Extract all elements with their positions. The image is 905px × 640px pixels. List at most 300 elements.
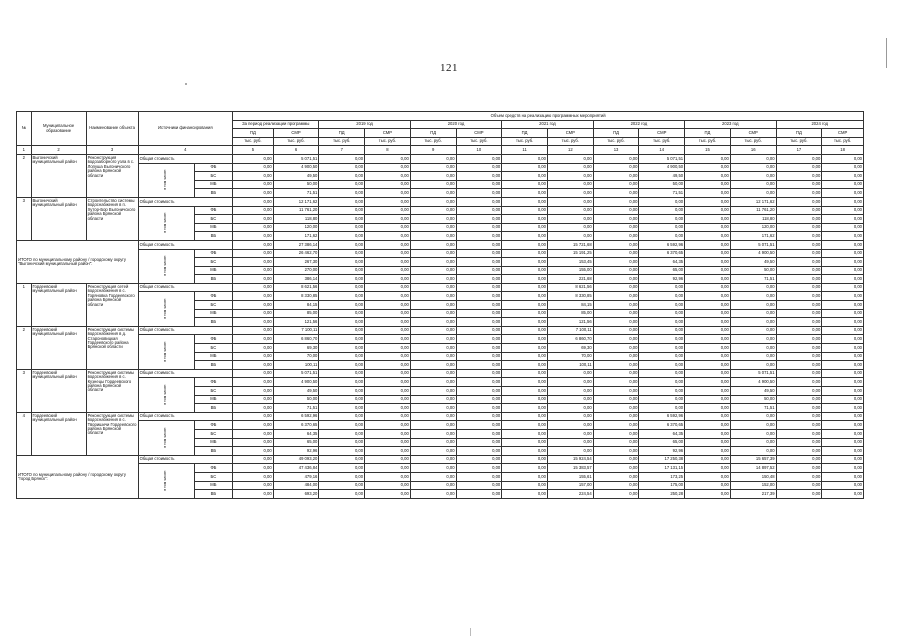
value-cell: 0,00	[502, 421, 548, 430]
funding-source-label: ВБ	[194, 490, 232, 499]
value-cell: 0,00	[410, 223, 456, 232]
value-cell: 6 592,96	[639, 412, 685, 421]
value-cell: 0,00	[365, 361, 411, 370]
value-cell: 0,00	[593, 206, 639, 215]
value-cell: 0,00	[456, 318, 502, 327]
value-cell: 0,00	[410, 326, 456, 335]
value-cell: 0,00	[456, 275, 502, 284]
value-cell: 0,00	[822, 240, 864, 249]
header-pd: ПД	[776, 129, 822, 138]
object-name: Реконструкция водозаборного узла в с. Лопуша Выгоничского района Брянской области	[86, 154, 138, 197]
value-cell: 0,00	[410, 464, 456, 473]
value-cell: 0,00	[319, 266, 365, 275]
value-cell: 0,00	[319, 344, 365, 353]
row-number: 2	[17, 326, 32, 369]
value-cell: 0,00	[319, 455, 365, 464]
value-cell: 0,00	[456, 369, 502, 378]
value-cell: 0,00	[456, 172, 502, 181]
value-cell: 27 386,14	[273, 240, 319, 249]
value-cell: 0,00	[502, 352, 548, 361]
value-cell: 64,35	[639, 258, 685, 267]
value-cell: 0,00	[822, 481, 864, 490]
value-cell: 0,00	[776, 387, 822, 396]
value-cell: 0,00	[502, 464, 548, 473]
value-cell: 0,00	[319, 249, 365, 258]
funding-source-label: МБ	[194, 481, 232, 490]
header-unit: тыс. руб.	[685, 137, 731, 146]
table-row	[17, 283, 864, 292]
value-cell: 0,00	[639, 206, 685, 215]
funding-source-label: ВБ	[194, 447, 232, 456]
value-cell: 71,51	[273, 404, 319, 413]
value-cell: 0,00	[593, 232, 639, 241]
value-cell: 0,00	[365, 387, 411, 396]
value-cell: 0,00	[776, 240, 822, 249]
value-cell: 0,00	[822, 206, 864, 215]
value-cell: 0,00	[410, 189, 456, 198]
value-cell: 0,00	[365, 421, 411, 430]
value-cell: 121,56	[547, 318, 593, 327]
value-cell: 0,00	[319, 447, 365, 456]
header-year: 2023 год	[685, 120, 776, 129]
value-cell: 484,00	[273, 481, 319, 490]
value-cell: 0,00	[365, 412, 411, 421]
value-cell: 0,00	[365, 344, 411, 353]
value-cell: 5 071,51	[730, 240, 776, 249]
column-number: 10	[456, 146, 502, 155]
value-cell: 0,00	[822, 309, 864, 318]
table-row	[17, 421, 864, 430]
value-cell: 0,00	[639, 283, 685, 292]
value-cell: 0,00	[547, 232, 593, 241]
value-cell: 0,00	[593, 223, 639, 232]
value-cell: 0,00	[365, 240, 411, 249]
value-cell: 0,00	[319, 395, 365, 404]
value-cell: 0,00	[822, 378, 864, 387]
value-cell: 0,00	[233, 490, 274, 499]
value-cell: 0,00	[593, 326, 639, 335]
value-cell: 0,00	[593, 301, 639, 310]
value-cell: 0,00	[365, 464, 411, 473]
value-cell: 85,00	[547, 309, 593, 318]
column-number: 15	[685, 146, 731, 155]
value-cell: 0,00	[685, 335, 731, 344]
value-cell: 0,00	[319, 154, 365, 163]
value-cell: 5 071,51	[639, 154, 685, 163]
total-cost-label: Общая стоимость	[138, 154, 233, 163]
value-cell: 0,00	[319, 163, 365, 172]
value-cell: 0,00	[639, 326, 685, 335]
value-cell: 4 900,50	[273, 378, 319, 387]
value-cell: 0,00	[685, 258, 731, 267]
value-cell: 153,45	[547, 258, 593, 267]
value-cell: 0,00	[639, 301, 685, 310]
value-cell: 0,00	[776, 283, 822, 292]
value-cell: 118,80	[273, 215, 319, 224]
value-cell: 0,00	[822, 352, 864, 361]
value-cell: 0,00	[776, 369, 822, 378]
value-cell: 0,00	[502, 326, 548, 335]
value-cell: 0,00	[319, 240, 365, 249]
value-cell: 0,00	[547, 369, 593, 378]
value-cell: 0,00	[822, 275, 864, 284]
value-cell: 6 860,70	[273, 335, 319, 344]
value-cell: 8 330,85	[273, 292, 319, 301]
funding-source-label: ФБ	[194, 292, 232, 301]
value-cell: 50,00	[273, 180, 319, 189]
in-that-number-label	[138, 206, 194, 240]
value-cell: 15 191,25	[547, 249, 593, 258]
value-cell: 0,00	[685, 429, 731, 438]
value-cell: 0,00	[776, 301, 822, 310]
funding-source-label: БС	[194, 429, 232, 438]
funding-source-label: БС	[194, 215, 232, 224]
value-cell: 0,00	[365, 266, 411, 275]
value-cell: 0,00	[365, 301, 411, 310]
object-name: Реконструкция сетей водоснабжения в с. Горяновка Гордеевского района Брянской области	[86, 283, 138, 326]
header-unit: тыс. руб.	[273, 137, 319, 146]
value-cell: 0,00	[639, 318, 685, 327]
value-cell: 0,00	[319, 275, 365, 284]
value-cell: 0,00	[233, 163, 274, 172]
value-cell: 0,00	[233, 180, 274, 189]
value-cell: 0,00	[365, 438, 411, 447]
value-cell: 0,00	[502, 309, 548, 318]
in-that-number-text: в том числе:	[163, 469, 168, 491]
value-cell: 0,00	[776, 421, 822, 430]
header-unit: тыс. руб.	[776, 137, 822, 146]
value-cell: 0,00	[502, 472, 548, 481]
value-cell: 0,00	[456, 249, 502, 258]
value-cell: 0,00	[502, 318, 548, 327]
total-cost-label: Общая стоимость	[138, 326, 233, 335]
value-cell: 0,00	[456, 387, 502, 396]
value-cell: 0,00	[365, 335, 411, 344]
value-cell: 0,00	[456, 429, 502, 438]
value-cell: 0,00	[822, 421, 864, 430]
value-cell: 0,00	[233, 464, 274, 473]
value-cell: 0,00	[233, 404, 274, 413]
table-row	[17, 335, 864, 344]
value-cell: 92,96	[273, 447, 319, 456]
value-cell: 0,00	[685, 472, 731, 481]
column-number: 5	[233, 146, 274, 155]
value-cell: 0,00	[233, 429, 274, 438]
funding-source-label: БС	[194, 387, 232, 396]
value-cell: 49 093,20	[273, 455, 319, 464]
municipality-name: Гордеевский муниципальный район	[31, 369, 86, 412]
value-cell: 0,00	[456, 421, 502, 430]
value-cell: 0,00	[319, 180, 365, 189]
funding-source-label: ВБ	[194, 232, 232, 241]
value-cell: 0,00	[233, 197, 274, 206]
table-row	[17, 412, 864, 421]
value-cell: 0,00	[319, 223, 365, 232]
value-cell: 0,00	[822, 249, 864, 258]
value-cell: 0,00	[502, 292, 548, 301]
value-cell: 0,00	[685, 292, 731, 301]
header-unit: тыс. руб.	[730, 137, 776, 146]
value-cell: 8 330,85	[547, 292, 593, 301]
in-that-number-label	[138, 421, 194, 455]
value-cell: 0,00	[502, 335, 548, 344]
value-cell: 0,00	[365, 172, 411, 181]
value-cell: 0,00	[822, 369, 864, 378]
value-cell: 0,00	[319, 404, 365, 413]
value-cell: 0,00	[365, 490, 411, 499]
value-cell: 0,00	[319, 352, 365, 361]
value-cell: 0,00	[776, 309, 822, 318]
value-cell: 0,00	[822, 189, 864, 198]
value-cell: 0,00	[730, 301, 776, 310]
value-cell: 0,00	[233, 361, 274, 370]
value-cell: 155,00	[547, 266, 593, 275]
in-that-number-label	[138, 292, 194, 326]
header-row	[17, 112, 864, 121]
value-cell: 0,00	[410, 404, 456, 413]
value-cell: 0,00	[365, 429, 411, 438]
value-cell: 5 071,51	[730, 369, 776, 378]
funding-source-label: МБ	[194, 266, 232, 275]
value-cell: 0,00	[456, 361, 502, 370]
value-cell: 0,00	[456, 240, 502, 249]
value-cell: 0,00	[685, 387, 731, 396]
total-label: ИТОГО по муниципальному району / городскому округу "город Брянск":	[17, 455, 139, 498]
value-cell: 5 071,51	[273, 369, 319, 378]
column-number: 17	[776, 146, 822, 155]
header-source: Источники финансирования	[138, 112, 233, 146]
object-name: Реконструкция системы водоснабжения в с. Кузнецы Гордеевского района Брянской области	[86, 369, 138, 412]
value-cell: 0,00	[456, 481, 502, 490]
page-number: 121	[440, 62, 458, 74]
value-cell: 0,00	[593, 335, 639, 344]
value-cell: 4 900,50	[639, 163, 685, 172]
value-cell: 0,00	[502, 283, 548, 292]
value-cell: 0,00	[319, 197, 365, 206]
header-unit: тыс. руб.	[502, 137, 548, 146]
value-cell: 0,00	[593, 421, 639, 430]
value-cell: 0,00	[639, 232, 685, 241]
value-cell: 0,00	[776, 275, 822, 284]
value-cell: 120,00	[273, 223, 319, 232]
municipality-name: Гордеевский муниципальный район	[31, 283, 86, 326]
value-cell: 0,00	[685, 447, 731, 456]
municipality-name: Гордеевский муниципальный район	[31, 326, 86, 369]
value-cell: 0,00	[456, 223, 502, 232]
value-cell: 0,00	[233, 387, 274, 396]
value-cell: 0,00	[502, 361, 548, 370]
value-cell: 0,00	[822, 344, 864, 353]
value-cell: 0,00	[547, 387, 593, 396]
value-cell: 0,00	[685, 438, 731, 447]
header-unit: тыс. руб.	[822, 137, 864, 146]
value-cell: 100,11	[547, 361, 593, 370]
value-cell: 0,00	[593, 481, 639, 490]
value-cell: 0,00	[502, 395, 548, 404]
funding-source-label: ВБ	[194, 318, 232, 327]
value-cell: 0,00	[776, 249, 822, 258]
value-cell: 0,00	[822, 395, 864, 404]
value-cell: 0,00	[456, 180, 502, 189]
table-row	[17, 455, 864, 464]
value-cell: 0,00	[547, 412, 593, 421]
value-cell: 0,00	[730, 189, 776, 198]
header-unit: тыс. руб.	[410, 137, 456, 146]
value-cell: 0,00	[547, 421, 593, 430]
value-cell: 0,00	[410, 429, 456, 438]
header-smr: СМР	[273, 129, 319, 138]
funding-source-label: БС	[194, 344, 232, 353]
value-cell: 4 900,50	[730, 249, 776, 258]
value-cell: 175,00	[639, 481, 685, 490]
value-cell: 0,00	[685, 223, 731, 232]
value-cell: 0,00	[319, 361, 365, 370]
funding-source-label: МБ	[194, 438, 232, 447]
value-cell: 0,00	[456, 464, 502, 473]
value-cell: 0,00	[502, 275, 548, 284]
value-cell: 0,00	[593, 361, 639, 370]
value-cell: 0,00	[502, 429, 548, 438]
value-cell: 0,00	[502, 258, 548, 267]
value-cell: 0,00	[502, 206, 548, 215]
value-cell: 0,00	[365, 154, 411, 163]
value-cell: 0,00	[502, 481, 548, 490]
header-unit: тыс. руб.	[547, 137, 593, 146]
funding-source-label: МБ	[194, 223, 232, 232]
value-cell: 84,15	[273, 301, 319, 310]
value-cell: 0,00	[319, 232, 365, 241]
value-cell: 50,00	[273, 395, 319, 404]
funding-source-label: ВБ	[194, 404, 232, 413]
value-cell: 0,00	[685, 249, 731, 258]
value-cell: 0,00	[776, 163, 822, 172]
value-cell: 0,00	[365, 481, 411, 490]
value-cell: 0,00	[593, 172, 639, 181]
value-cell: 0,00	[822, 404, 864, 413]
value-cell: 0,00	[456, 352, 502, 361]
in-that-number-text: в том числе:	[163, 384, 168, 405]
value-cell: 0,00	[685, 189, 731, 198]
header-pd: ПД	[502, 129, 548, 138]
value-cell: 0,00	[776, 361, 822, 370]
value-cell: 155,61	[547, 472, 593, 481]
value-cell: 0,00	[639, 361, 685, 370]
value-cell: 0,00	[410, 240, 456, 249]
value-cell: 0,00	[685, 369, 731, 378]
value-cell: 0,00	[456, 395, 502, 404]
value-cell: 0,00	[822, 154, 864, 163]
in-that-number-label	[138, 464, 194, 498]
value-cell: 15 383,57	[547, 464, 593, 473]
value-cell: 270,00	[273, 266, 319, 275]
value-cell: 0,00	[502, 232, 548, 241]
value-cell: 0,00	[685, 464, 731, 473]
funding-source-label: БС	[194, 172, 232, 181]
in-that-number-label	[138, 378, 194, 412]
value-cell: 120,00	[730, 223, 776, 232]
value-cell: 0,00	[685, 309, 731, 318]
value-cell: 0,00	[639, 309, 685, 318]
value-cell: 0,00	[410, 490, 456, 499]
value-cell: 0,00	[233, 335, 274, 344]
value-cell: 0,00	[410, 481, 456, 490]
row-number: 3	[17, 197, 32, 240]
value-cell: 0,00	[456, 335, 502, 344]
value-cell: 0,00	[776, 258, 822, 267]
header-no: №	[17, 112, 32, 146]
value-cell: 0,00	[456, 292, 502, 301]
value-cell: 50,00	[730, 266, 776, 275]
value-cell: 0,00	[319, 258, 365, 267]
value-cell: 0,00	[730, 172, 776, 181]
value-cell: 0,00	[593, 215, 639, 224]
column-number: 7	[319, 146, 365, 155]
value-cell: 0,00	[233, 266, 274, 275]
value-cell: 0,00	[233, 249, 274, 258]
value-cell: 0,00	[410, 344, 456, 353]
funding-source-label: МБ	[194, 352, 232, 361]
value-cell: 0,00	[593, 283, 639, 292]
value-cell: 0,00	[502, 223, 548, 232]
value-cell: 0,00	[233, 455, 274, 464]
value-cell: 0,00	[822, 163, 864, 172]
scan-speck	[470, 628, 471, 636]
header-smr: СМР	[730, 129, 776, 138]
value-cell: 0,00	[685, 421, 731, 430]
value-cell: 118,80	[730, 215, 776, 224]
value-cell: 0,00	[685, 318, 731, 327]
value-cell: 0,00	[822, 180, 864, 189]
in-that-number-text: в том числе:	[163, 298, 168, 319]
value-cell: 0,00	[776, 206, 822, 215]
value-cell: 0,00	[319, 412, 365, 421]
value-cell: 0,00	[456, 163, 502, 172]
value-cell: 0,00	[319, 309, 365, 318]
value-cell: 50,00	[730, 395, 776, 404]
value-cell: 171,62	[730, 232, 776, 241]
value-cell: 0,00	[410, 438, 456, 447]
value-cell: 0,00	[730, 412, 776, 421]
value-cell: 26 462,70	[273, 249, 319, 258]
value-cell: 0,00	[410, 387, 456, 396]
value-cell: 11 761,20	[273, 206, 319, 215]
value-cell: 0,00	[502, 378, 548, 387]
value-cell: 0,00	[593, 490, 639, 499]
value-cell: 0,00	[685, 154, 731, 163]
value-cell: 0,00	[502, 447, 548, 456]
total-cost-label: Общая стоимость	[138, 412, 233, 421]
column-number-row	[17, 146, 864, 155]
value-cell: 6 860,70	[547, 335, 593, 344]
value-cell: 85,00	[273, 309, 319, 318]
value-cell: 0,00	[685, 197, 731, 206]
value-cell: 0,00	[319, 378, 365, 387]
value-cell: 0,00	[776, 395, 822, 404]
value-cell: 0,00	[410, 352, 456, 361]
value-cell: 0,00	[233, 472, 274, 481]
value-cell: 0,00	[730, 283, 776, 292]
value-cell: 0,00	[456, 154, 502, 163]
value-cell: 0,00	[365, 326, 411, 335]
value-cell: 6 592,96	[639, 240, 685, 249]
value-cell: 0,00	[319, 472, 365, 481]
value-cell: 121,56	[273, 318, 319, 327]
value-cell: 0,00	[233, 189, 274, 198]
value-cell: 0,00	[233, 215, 274, 224]
value-cell: 0,00	[776, 429, 822, 438]
value-cell: 70,00	[547, 352, 593, 361]
value-cell: 0,00	[233, 172, 274, 181]
